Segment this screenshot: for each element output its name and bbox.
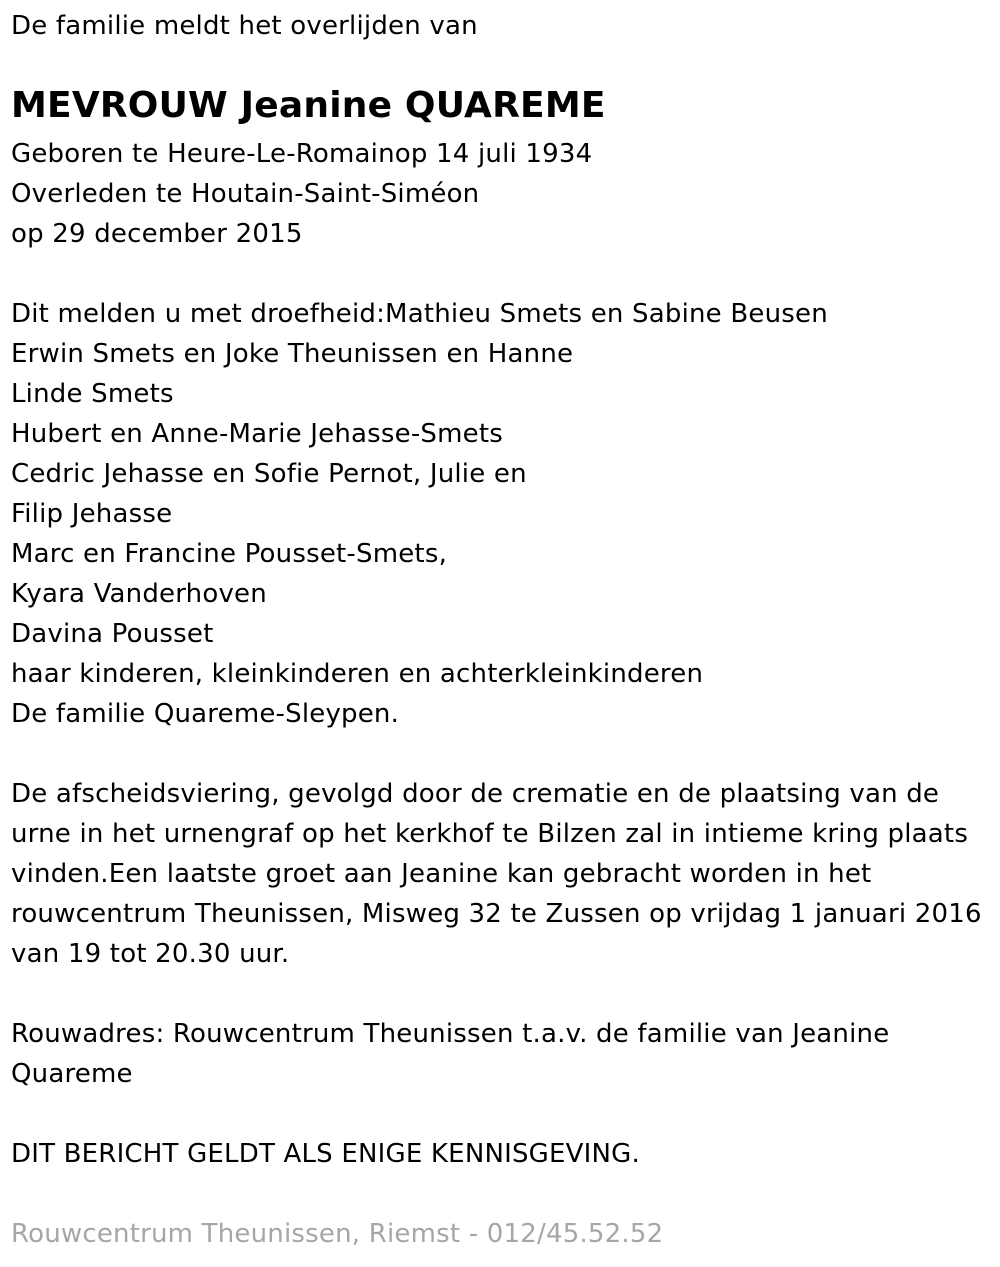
birth-line: Geboren te Heure-Le-Romainop 14 juli 1934: [11, 139, 593, 169]
family-line: Kyara Vanderhoven: [11, 579, 267, 609]
notice-block: [11, 1134, 640, 1174]
family-line: Linde Smets: [11, 379, 174, 409]
address-line: Rouwadres: Rouwcentrum Theunissen t.a.v. de familie van Jeanine: [11, 1019, 890, 1049]
ceremony-block: [11, 774, 982, 974]
family-line: Filip Jehasse: [11, 499, 173, 529]
notice-text: DIT BERICHT GELDT ALS ENIGE KENNISGEVING.: [11, 1139, 640, 1169]
ceremony-line: rouwcentrum Theunissen, Misweg 32 te Zussen op vrijdag 1 januari 2016: [11, 899, 982, 929]
deceased-name: MEVROUW Jeanine QUAREME: [11, 85, 606, 126]
death-date-line: op 29 december 2015: [11, 219, 303, 249]
ceremony-line: van 19 tot 20.30 uur.: [11, 939, 290, 969]
family-line: De familie Quareme-Sleypen.: [11, 699, 400, 729]
address-block: [11, 1014, 889, 1094]
family-line: Cedric Jehasse en Sofie Pernot, Julie en: [11, 459, 527, 489]
death-place-line: Overleden te Houtain-Saint-Siméon: [11, 179, 480, 209]
family-block: [11, 294, 828, 734]
ceremony-line: urne in het urnengraf op het kerkhof te Bilzen zal in intieme kring plaats: [11, 819, 969, 849]
family-line: Erwin Smets en Joke Theunissen en Hanne: [11, 339, 574, 369]
family-line: Dit melden u met droefheid:Mathieu Smets en Sabine Beusen: [11, 299, 828, 329]
ceremony-line: De afscheidsviering, gevolgd door de crematie en de plaatsing van de: [11, 779, 940, 809]
family-line: haar kinderen, kleinkinderen en achterkleinkinderen: [11, 659, 704, 689]
footer-credit: Rouwcentrum Theunissen, Riemst - 012/45.52.52: [11, 1219, 664, 1249]
ceremony-line: vinden.Een laatste groet aan Jeanine kan gebracht worden in het: [11, 859, 872, 889]
family-line: Hubert en Anne-Marie Jehasse-Smets: [11, 419, 503, 449]
address-line: Quareme: [11, 1059, 133, 1089]
family-line: Davina Pousset: [11, 619, 214, 649]
family-line: Marc en Francine Pousset-Smets,: [11, 539, 448, 569]
birth-death-block: [11, 134, 592, 254]
intro-text: De familie meldt het overlijden van: [11, 11, 478, 41]
